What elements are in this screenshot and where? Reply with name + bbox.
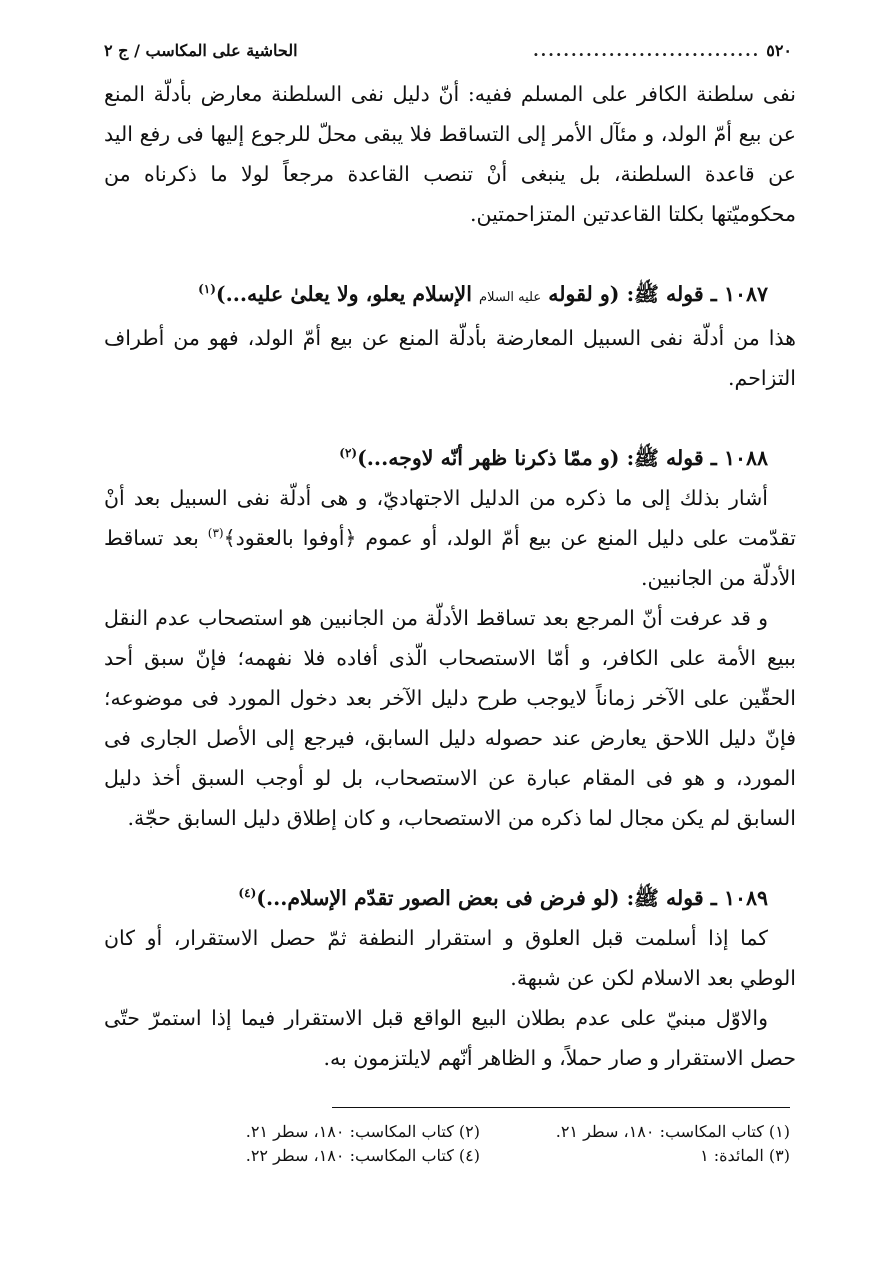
heading-1087-suffix: الإسلام يعلو، ولا يعلىٰ عليه...) — [215, 282, 472, 306]
section-gap — [104, 234, 796, 274]
section-gap — [104, 838, 796, 878]
leader-dots: .............................. — [533, 40, 761, 60]
paragraph-1087: هذا من أدلّة نفى السبيل المعارضة بأدلّة المنع عن بيع أمّ الولد، فهو من أطراف التزاحم. — [104, 326, 796, 390]
paragraph-intro: نفى سلطنة الكافر على المسلم ففيه: أنّ دليل نفى السلطنة معارض بأدلّة المنع عن بيع أمّ الولد، و مئآل الأمر إلى التساقط فلا يبقى محلّ للرجوع إليها فى رفع اليد عن قاعدة السلطنة، بل ينبغى أنْ تنصب القاعدة مرجعاً لولا ما ذكرناه من محكوميّتها بكلتا القاعدتين المتزاحمتين. — [104, 82, 796, 226]
paragraph-1088-a-part2: بعد تساقط الأدلّة من الجانبين. — [104, 526, 796, 590]
footnote-4: (٤) كتاب المكاسب: ١٨٠، سطر ٢٢. — [245, 1146, 480, 1165]
footnote-ref-2: (٢) — [339, 446, 358, 461]
heading-1088 — [104, 438, 796, 478]
heading-1089-text: ١٠٨٩ ـ قوله ﷺ: (لو فرض فى بعض الصور تقدّم الإسلام...) — [256, 886, 768, 910]
paragraph-1088-b: و قد عرفت أنّ المرجع بعد تساقط الأدلّة من الجانبين هو استصحاب عدم النقل ببيع الأمة على الكافر، و أمّا الاستصحاب الّذى أفاده فلا نفهمه؛ فإنّ سبق أحد الحقّين على الآخر زماناً لايوجب طرح دليل الآخر بعد دخول المورد فى موضوعه؛ فإنّ دليل اللاحق يعارض عند حصوله دليل السابق، فيرجع إلى الأصل الجارى فى المورد، و هو فى المقام عبارة عن الاستصحاب، بل لو أوجب السبق أخذ دليل السابق لم يكن مجال لما ذكره من الاستصحاب، و كان إطلاق دليل السابق حجّة. — [104, 606, 796, 830]
footnote-divider — [332, 1107, 790, 1108]
heading-1087 — [104, 274, 796, 318]
heading-1087-honorific: عليه السلام — [479, 290, 542, 305]
heading-1088-text: ١٠٨٨ ـ قوله ﷺ: (و ممّا ذكرنا ظهر أنّه لاوجه...) — [357, 446, 768, 470]
paragraph-1088-a-part1: أشار بذلك إلى ما ذكره من الدليل الاجتهاديّ، و هى أدلّة نفى السبيل بعد أنْ تقدّمت على دليل المنع عن بيع أمّ الولد، أو عموم ﴿أوفوا بالعقود﴾ — [104, 486, 797, 550]
footnote-3: (٣) المائدة: ١ — [700, 1146, 790, 1165]
running-title: الحاشية على المكاسب / ج ٢ — [104, 40, 298, 60]
paragraph-1088-a — [104, 478, 796, 598]
paragraph-1089-b: والاوّل مبنيّ على عدم بطلان البيع الواقع قبل الاستقرار فيما إذا استمرّ حتّى حصل الاستقرار و صار حملاً، و الظاهر أنّهم لايلتزمون به. — [104, 1006, 796, 1070]
footnote-2: (٢) كتاب المكاسب: ١٨٠، سطر ٢١. — [245, 1122, 480, 1141]
section-gap — [104, 398, 796, 438]
heading-1089 — [104, 878, 796, 918]
footnote-ref-1: (١) — [198, 282, 216, 297]
footnotes — [170, 1120, 790, 1168]
heading-1087-prefix: ١٠٨٧ ـ قوله ﷺ: (و لقوله — [548, 282, 768, 306]
footnote-ref-3: (٣) — [207, 526, 224, 541]
footnote-ref-4: (٤) — [238, 886, 257, 901]
footnote-1: (١) كتاب المكاسب: ١٨٠، سطر ٢١. — [555, 1122, 790, 1141]
running-header — [104, 36, 792, 64]
page-number: ٥٢٠ — [766, 40, 792, 60]
paragraph-1089-a: كما إذا أسلمت قبل العلوق و استقرار النطفة ثمّ حصل الاستقرار، أو كان الوطي بعد الاسلام لكن عن شبهة. — [104, 926, 796, 990]
main-text — [104, 74, 796, 1078]
